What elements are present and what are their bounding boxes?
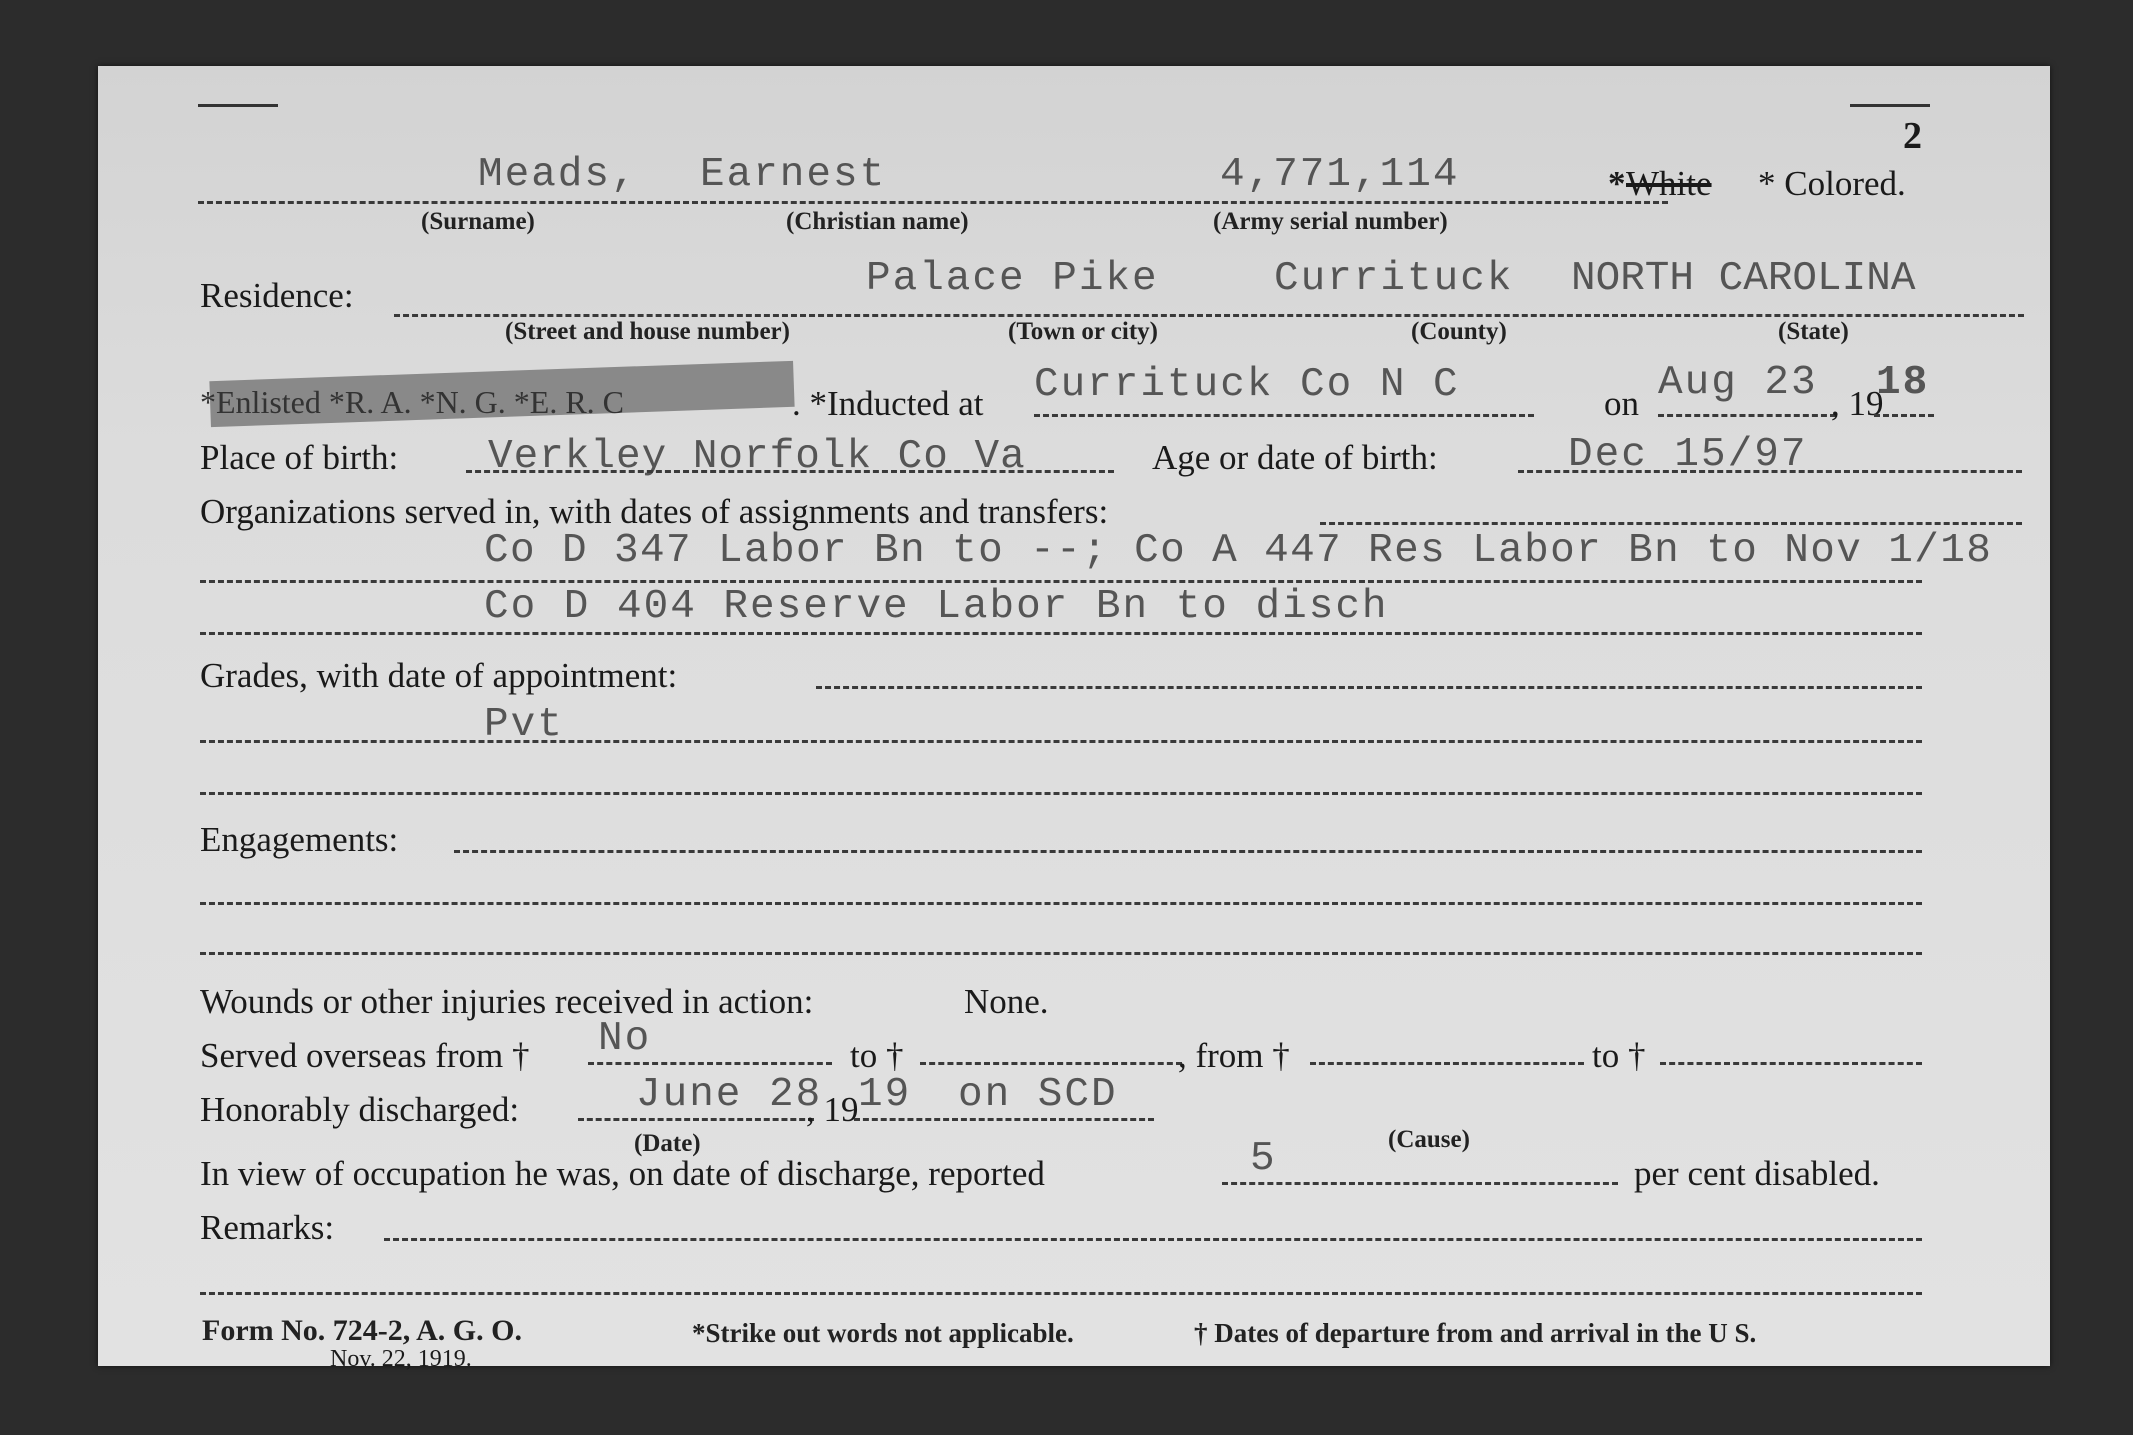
overseas-label: Served overseas from †: [200, 1036, 530, 1075]
discharge-date-line: [578, 1118, 814, 1121]
form-number: Form No. 724-2, A. G. O.: [202, 1314, 522, 1347]
cause-caption: (Cause): [1388, 1126, 1470, 1153]
serial-number-value: 4,771,114: [1220, 152, 1460, 198]
organizations-line2: Co D 404 Reserve Labor Bn to disch: [484, 584, 1389, 630]
top-right-rule: [1850, 104, 1930, 107]
organizations-label: Organizations served in, with dates of assignments and transfers:: [200, 492, 1109, 531]
organizations-label-line: [1320, 522, 2022, 525]
form-date: Nov. 22, 1919.: [330, 1346, 472, 1372]
remarks-rule-1: [200, 1292, 1922, 1295]
race-white-star: *: [1608, 164, 1626, 203]
residence-state: NORTH CAROLINA: [1571, 256, 1916, 302]
overseas-to-label: to †: [850, 1036, 904, 1075]
place-of-birth-label: Place of birth:: [200, 438, 399, 477]
engagements-label: Engagements:: [200, 820, 399, 859]
discharge-year-value: 19: [858, 1072, 912, 1118]
overseas-from2-label: , from †: [1178, 1036, 1290, 1075]
residence-town: Palace Pike: [866, 256, 1159, 302]
dates-note: † Dates of departure from and arrival in the U S.: [1194, 1318, 1757, 1348]
grades-label-line: [816, 686, 1922, 689]
place-of-birth-line: [466, 470, 1114, 473]
race-colored: * Colored.: [1758, 164, 1906, 203]
overseas-to2-label: to †: [1592, 1036, 1646, 1075]
top-left-rule: [198, 104, 278, 107]
date-of-birth-value: Dec 15/97: [1568, 432, 1808, 478]
serial-number-caption: (Army serial number): [1213, 208, 1448, 235]
inducted-line: [1034, 414, 1534, 417]
inducted-on-label: on: [1604, 384, 1639, 423]
date-caption: (Date): [634, 1130, 701, 1157]
disability-label: In view of occupation he was, on date of discharge, reported: [200, 1154, 1045, 1193]
surname-value: Meads,: [478, 152, 638, 198]
enlistment-struck-text: *Enlisted *R. A. *N. G. *E. R. C: [200, 384, 625, 420]
inducted-year-line: [1874, 414, 1934, 417]
strike-out-note: *Strike out words not applicable.: [692, 1318, 1074, 1348]
christian-name-value: Earnest: [700, 152, 887, 198]
christian-name-caption: (Christian name): [786, 208, 969, 235]
discharge-cause-value: on SCD: [958, 1072, 1118, 1118]
residence-county: Currituck: [1274, 256, 1514, 302]
date-of-birth-line: [1518, 470, 2022, 473]
discharge-date-value: June 28: [636, 1072, 823, 1118]
record-card: [98, 66, 2050, 1372]
remarks-label: Remarks:: [200, 1208, 335, 1247]
remarks-label-line: [384, 1238, 1922, 1241]
overseas-from2-line: [1310, 1062, 1584, 1065]
name-line: [198, 201, 1668, 204]
state-caption: (State): [1778, 318, 1849, 345]
inducted-date-line: [1658, 414, 1836, 417]
wounds-label: Wounds or other injuries received in action:: [200, 982, 814, 1021]
town-caption: (Town or city): [1008, 318, 1158, 345]
page-number: 2: [1903, 115, 1922, 157]
grades-label: Grades, with date of appointment:: [200, 656, 678, 695]
age-label: Age or date of birth:: [1152, 438, 1438, 477]
grades-rule-1: [200, 740, 1922, 743]
overseas-from-line: [588, 1062, 832, 1065]
grades-value: Pvt: [484, 702, 564, 748]
race-white-struck: White: [1626, 164, 1712, 203]
residence-label: Residence:: [200, 276, 354, 315]
inducted-year-value: 18: [1876, 360, 1930, 406]
place-of-birth-value: Verkley Norfolk Co Va: [488, 434, 1026, 480]
engagements-label-line: [454, 850, 1922, 853]
engagements-rule-2: [200, 952, 1922, 955]
inducted-year-prefix: , 19: [1831, 384, 1884, 423]
overseas-to2-line: [1660, 1062, 1922, 1065]
inducted-label: . *Inducted at: [792, 384, 984, 423]
inducted-at-value: Currituck Co N C: [1034, 362, 1460, 408]
street-caption: (Street and house number): [505, 318, 790, 345]
overseas-to-line: [920, 1062, 1182, 1065]
discharge-year-prefix: , 19: [806, 1090, 859, 1129]
discharge-cause-line: [854, 1118, 1154, 1121]
wounds-value: None.: [964, 982, 1049, 1021]
overseas-from-value: No: [598, 1016, 652, 1062]
organizations-rule-2: [200, 632, 1922, 635]
organizations-line1: Co D 347 Labor Bn to --; Co A 447 Res Labor Bn to Nov 1/18: [484, 528, 1993, 574]
surname-caption: (Surname): [421, 208, 535, 235]
disability-line: [1222, 1182, 1618, 1185]
grades-rule-2: [200, 792, 1922, 795]
disability-percent-value: 5: [1250, 1136, 1277, 1182]
discharge-label: Honorably discharged:: [200, 1090, 520, 1129]
organizations-rule-1: [200, 580, 1922, 583]
disability-suffix: per cent disabled.: [1634, 1154, 1880, 1193]
inducted-date-value: Aug 23: [1658, 360, 1818, 406]
county-caption: (County): [1411, 318, 1507, 345]
residence-line: [394, 314, 2024, 317]
engagements-rule-1: [200, 902, 1922, 905]
